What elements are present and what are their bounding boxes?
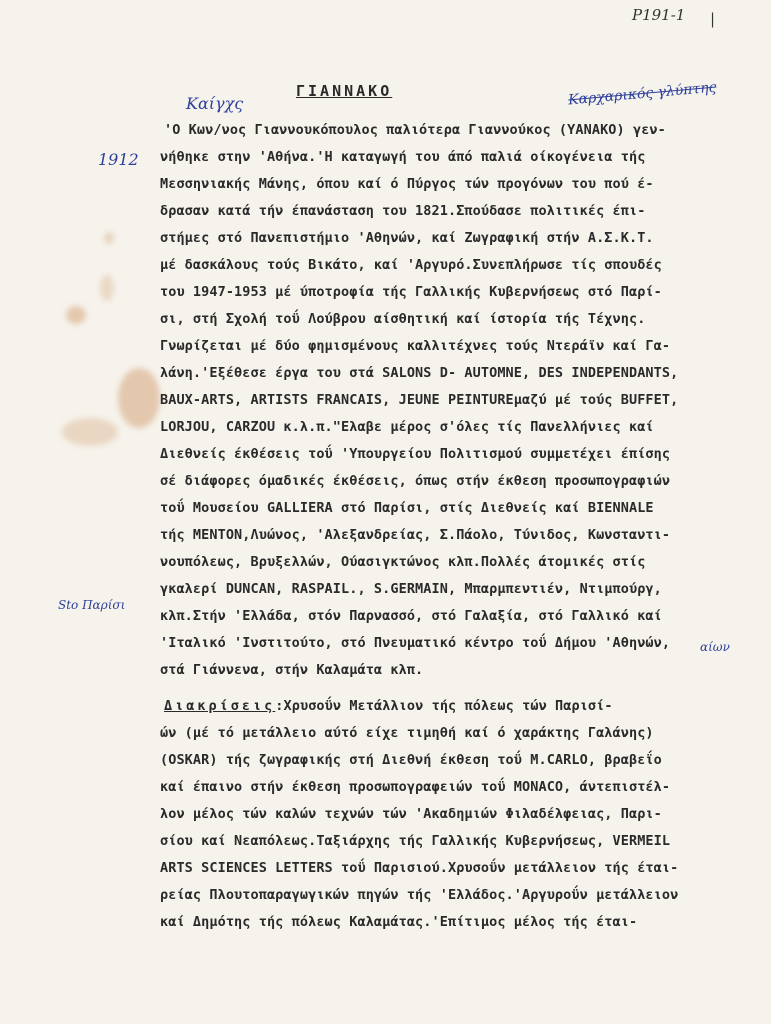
distinctions-first-line	[164, 700, 613, 714]
handwritten-year: 1912	[98, 150, 139, 169]
text-line: σέ διάφορες όμαδικές έκθέσεις, όπως στήν έκθεση προσωπογραφιών	[160, 473, 671, 489]
text-line: στά Γιάννενα, στήν Καλαμάτα κλπ.	[160, 662, 424, 678]
text-line: (OSKAR) τής ζωγραφικής στή Διεθνή έκθεση τοΰ M.CARLO, βραβεΐο	[160, 752, 662, 768]
distinctions-first-line-text: :Χρυσοΰν Μετάλλιον τής πόλεως τών Παρισί-	[275, 698, 613, 714]
handwritten-athens-note: αίων	[700, 640, 730, 654]
text-line: μέ δασκάλους τούς Βικάτο, καί 'Αργυρό.Συνεπλήρωσε τίς σπουδές	[160, 257, 662, 273]
text-line: κλπ.Στήν 'Ελλάδα, στόν Παρνασσό, στό Γαλαξία, στό Γαλλικό καί	[160, 608, 662, 624]
handwritten-note-top-right: Καρχαρικός γλύπτης	[567, 79, 718, 109]
text-line: BAUX-ARTS, ARTISTS FRANCAIS, JEUNE PEINTUREμαζύ μέ τούς BUFFET,	[160, 392, 679, 408]
distinctions-heading: Διακρίσεις	[164, 698, 276, 714]
handwritten-margin-paris: Sto Παρίσι	[58, 598, 126, 612]
reference-mark: P191-1	[632, 6, 686, 24]
text-line: καί έπαινο στήν έκθεση προσωπογραφειών τοΰ MONACO, άντεπιστέλ-	[160, 779, 671, 795]
tick-mark: |	[710, 10, 716, 28]
paper-stain	[118, 368, 160, 428]
text-line: ARTS SCIENCES LETTERS τοΰ Παρισιού.Χρυσοΰν μετάλλειον τής έται-	[160, 860, 679, 876]
text-line: Μεσσηνιακής Μάνης, όπου καί ό Πύργος τών προγόνων του πού έ-	[160, 176, 654, 192]
paper-stain	[66, 306, 86, 324]
paper-stain	[104, 232, 114, 244]
text-line: λον μέλος τών καλών τεχνών τών 'Ακαδημιών Φιλαδέλφειας, Παρι-	[160, 806, 662, 822]
text-line: Διεθνείς έκθέσεις τοΰ 'Υπουργείου Πολιτισμού συμμετέχει έπίσης	[160, 446, 671, 462]
text-line: γκαλερί DUNCAN, RASPAIL., S.GERMAIN, Μπαρμπεντιέν, Ντιμπούργ,	[160, 581, 662, 597]
handwritten-note-top-left: Καίγχς	[186, 94, 244, 113]
text-line: τής MENTON,Λυώνος, 'Αλεξανδρείας, Σ.Πάολο, Τύνιδος, Κωνσταντι-	[160, 527, 671, 543]
text-line: καί Δημότης τής πόλεως Καλαμάτας.'Επίτιμος μέλος τής έται-	[160, 914, 638, 930]
text-line: LORJOU, CARZOU κ.λ.π."Ελαβε μέρος σ'όλες τίς Πανελλήνιες καί	[160, 419, 654, 435]
text-line: νουπόλεως, Βρυξελλών, Ούασιγκτώνος κλπ.Πολλές άτομικές στίς	[160, 554, 646, 570]
text-line: στήμες στό Πανεπιστήμιο 'Αθηνών, καί Ζωγραφική στήν Α.Σ.Κ.Τ.	[160, 230, 654, 246]
text-line: ρείας Πλουτοπαραγωγικών πηγών τής 'Ελλάδος.'Αργυροΰν μετάλλειον	[160, 887, 679, 903]
text-line: τοΰ Μουσείου GALLIERA στό Παρίσι, στίς Διεθνείς καί BIENNALE	[160, 500, 654, 516]
text-line: Γνωρίζεται μέ δύο φημισμένους καλλιτέχνες τούς Ντεράϊν καί Γα-	[160, 338, 671, 354]
document-title: ΓΙΑΝΝΑΚΟ	[296, 82, 393, 100]
text-line: 'Ιταλικό 'Ινστιτούτο, στό Πνευματικό κέντρο τοΰ Δήμου 'Αθηνών,	[160, 635, 671, 651]
paper-stain	[62, 418, 118, 446]
text-line: νήθηκε στην 'Αθήνα.'Η καταγωγή του άπό παλιά οίκογένεια τής	[160, 149, 646, 165]
text-line: λάνη.'Εξέθεσε έργα του στά SALONS D- AUTOMNE, DES INDEPENDANTS,	[160, 365, 679, 381]
text-line: δρασαν κατά τήν έπανάσταση του 1821.Σπούδασε πολιτικές έπι-	[160, 203, 646, 219]
text-line: ών (μέ τό μετάλλειο αύτό είχε τιμηθή καί ό χαράκτης Γαλάνης)	[160, 725, 654, 741]
text-line: σίου καί Νεαπόλεως.Ταξιάρχης τής Γαλλικής Κυβερνήσεως, VERMEIL	[160, 833, 671, 849]
text-line: 'Ο Κων/νος Γιαννουκόπουλος παλιότερα Γιαννούκος (YANAKO) γεν-	[164, 122, 666, 138]
text-line: σι, στή Σχολή τοΰ Λούβρου αίσθητική καί ίστορία τής Τέχνης.	[160, 311, 646, 327]
paper-stain	[100, 275, 114, 301]
text-line: του 1947-1953 μέ ύποτροφία τής Γαλλικής Κυβερνήσεως στό Παρί-	[160, 284, 662, 300]
